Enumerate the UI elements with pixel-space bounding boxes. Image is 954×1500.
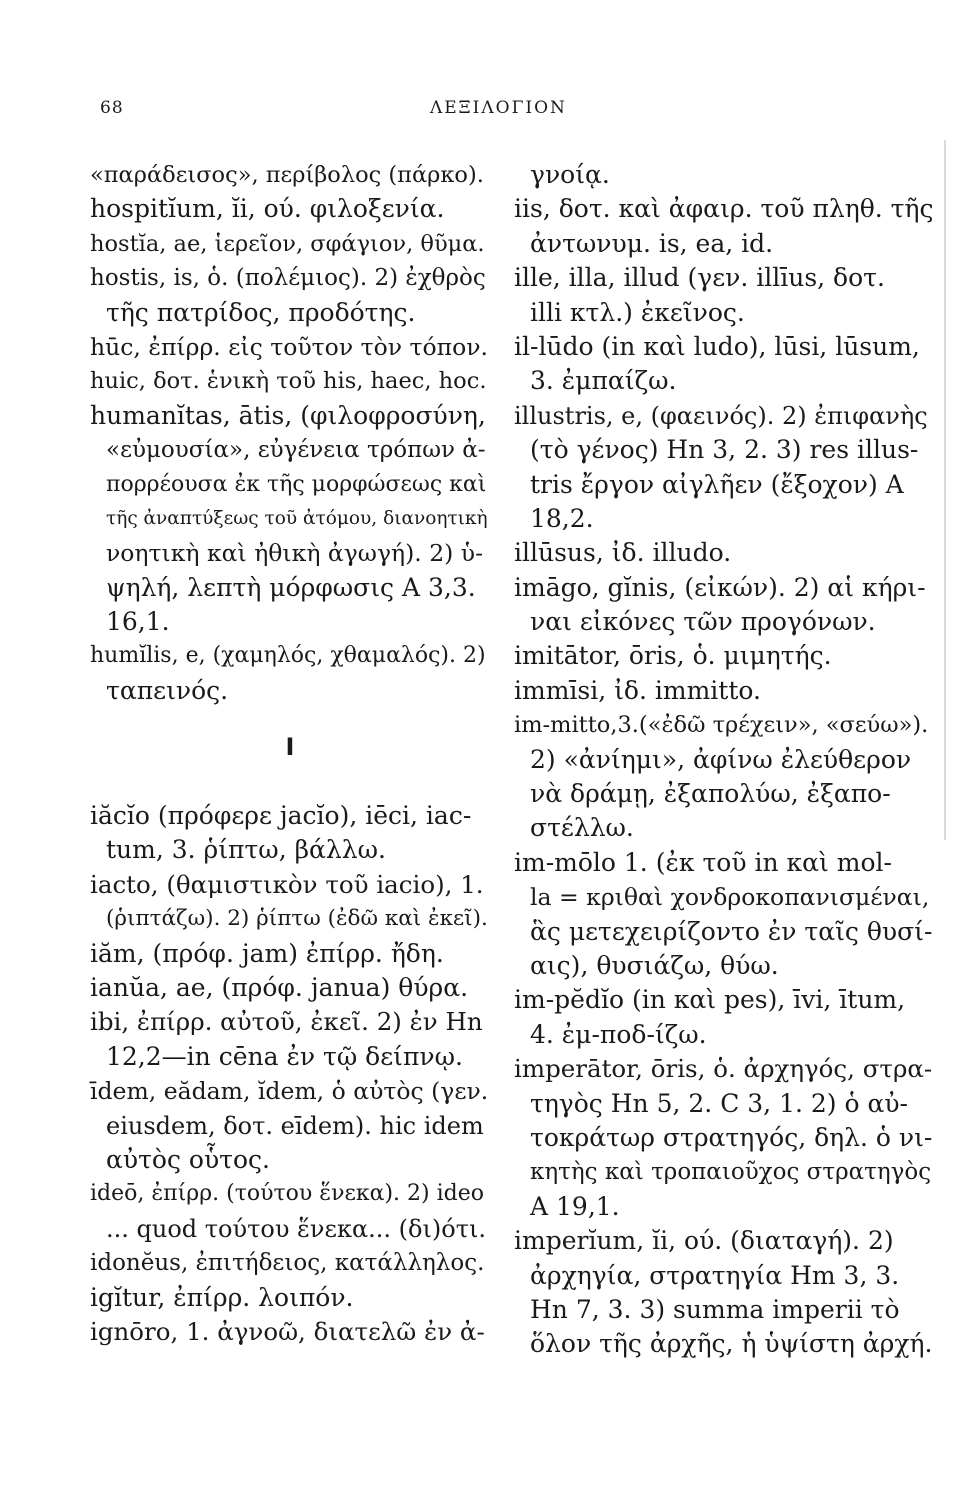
entry-line: iis, δοτ. καὶ ἀφαιρ. τοῦ πληθ. τῆς [514,194,934,224]
entry-line: τοκράτωρ στρατηγός, δηλ. ὁ νι- [530,1122,933,1152]
entry-line: hūc, ἐπίρρ. εἰς τοῦτον τὸν τόπον. [90,332,488,361]
entry-line: iăm, (πρόφ. jam) ἐπίρρ. ἤδη. [90,938,444,968]
entry-line: νοητικὴ καὶ ἠθικὴ ἀγωγή). 2) ὑ- [106,539,484,568]
entry-line: imāgo, gĭnis, (εἰκών). 2) αἱ κήρι- [514,572,926,602]
entry-line: ignōro, 1. ἀγνοῶ, διατελῶ ἐν ἀ- [90,1316,485,1346]
entry-line: imperātor, ōris, ὁ. ἀρχηγός, στρα- [514,1054,933,1084]
left-column [90,158,490,1349]
entry-line: 18,2. [530,503,594,533]
entry-line: huic, δοτ. ἑνικὴ τοῦ his, haec, hoc. [90,368,487,395]
entry-line: illi κτλ.) ἐκεῖνος. [530,297,745,327]
entry-line: αις), θυσιάζω, θύω. [530,950,779,980]
entry-line: immīsi, ἰδ. immitto. [514,675,761,705]
entry-line: humanĭtas, ātis, (φιλοφροσύνη, [90,400,486,430]
entry-line: im-mitto,3.(«ἐδῶ τρέχειν», «σεύω»). [514,712,929,739]
entry-line: ναι εἰκόνες τῶν προγόνων. [530,607,876,637]
entry-line: 3. ἐμπαίζω. [530,366,677,396]
entry-line: Α 19,1. [530,1191,620,1221]
entry-line: 12,2—in cēna ἐν τῷ δείπνῳ. [106,1041,463,1071]
entry-line: humĭlis, e, (χαμηλός, χθαμαλός). 2) [90,643,486,669]
entry-line: il-lūdo (in καὶ ludo), lūsi, lūsum, [514,331,920,361]
entry-line: «παράδεισος», περίβολος (πάρκο). [90,162,484,188]
entry-line: 4. ἐμ-ποδ-ίζω. [530,1019,707,1049]
entry-line: ibi, ἐπίρρ. αὐτοῦ, ἐκεῖ. 2) ἐν Hn [90,1007,483,1037]
entry-line: πορρέουσα ἐκ τῆς μορφώσεως καὶ [106,471,487,497]
entry-line: ἀρχηγία, στρατηγία Hm 3, 3. [530,1260,900,1290]
entry-line: ἀντωνυμ. is, ea, id. [530,228,774,258]
entry-line: igĭtur, ἐπίρρ. λοιπόν. [90,1282,354,1312]
entry-line: hospitĭum, ĭi, ού. φιλοξενία. [90,194,445,224]
entry-line: īdem, eădam, ĭdem, ὁ αὐτὸς (γεν. [90,1077,489,1106]
entry-line: στέλλω. [530,813,634,843]
page-edge-shadow [944,140,946,840]
entry-line: κητὴς καὶ τροπαιοῦχος στρατηγὸς [530,1159,932,1186]
entry-line: ψηλή, λεπτὴ μόρφωσις Α 3,3. [106,572,476,602]
entry-line: hostis, is, ὁ. (πολέμιος). 2) ἐχθρὸς [90,265,486,292]
entry-line: (τὸ γένος) Hn 3, 2. 3) res illus- [530,435,919,465]
entry-line: im-mōlo 1. (ἐκ τοῦ in καὶ mol- [514,847,892,877]
entry-line: iacto, (θαμιστικὸν τοῦ iacio), 1. [90,869,484,899]
entry-line: γνοίᾳ. [530,160,610,189]
entry-line: ὅλον τῆς ἀρχῆς, ἡ ὑψίστη ἀρχή. [530,1329,933,1359]
entry-line: 16,1. [106,607,170,637]
entry-line: ideō, ἐπίρρ. (τούτου ἕνεκα). 2) ideo [90,1181,484,1207]
entry-line: illūsus, ἰδ. illudo. [514,538,732,568]
entry-line: 2) «ἀνίημι», ἀφίνω ἐλεύθερον [530,744,912,774]
entry-line: la = κριθαὶ χονδροκοπανισμέναι, [530,883,930,912]
entry-line: ταπεινός. [106,675,229,705]
entry-line: iăcĭo (πρόφερε jacĭo), iēci, iac- [90,801,472,831]
entry-line: eiusdem, δοτ. eīdem). hic idem [106,1111,484,1140]
entry-line: ille, illa, illud (γεν. illīus, δοτ. [514,263,885,293]
entry-line: hostĭa, ae, ἱερεῖον, σφάγιον, θῦμα. [90,230,485,257]
entry-line: illustris, e, (φαεινός). 2) ἐπιφανὴς [514,401,928,430]
entry-line: idonĕus, ἐπιτήδειος, κατάλληλος. [90,1250,485,1277]
entry-line: ianŭa, ae, (πρόφ. janua) θύρα. [90,973,469,1002]
section-letter: I [285,733,295,762]
entry-line: im-pĕdĭo (in καὶ pes), īvi, ītum, [514,985,906,1015]
entry-line: tum, 3. ῥίπτω, βάλλω. [106,835,386,865]
entry-line: «εὐμουσία», εὐγένεια τρόπων ἀ- [106,437,486,464]
entry-line: imperĭum, ĭi, ού. (διαταγή). 2) [514,1226,894,1256]
entry-line: τηγὸς Hn 5, 2. C 3, 1. 2) ὁ αὐ- [530,1088,909,1118]
entry-line: Hn 7, 3. 3) summa imperii τὸ [530,1294,900,1324]
running-title: ΛΕΞΙΛΟΓΙΟΝ [430,98,567,118]
entry-line: (ῥιπτάζω). 2) ῥίπτω (ἐδῶ καὶ ἐκεῖ). [106,906,488,932]
entry-line: ... quod τούτου ἕνεκα... (δι)ότι. [106,1214,487,1243]
entry-line: τῆς πατρίδος, προδότης. [106,297,416,327]
entry-line: imitātor, ōris, ὁ. μιμητής. [514,641,832,671]
entry-line: τῆς ἀναπτύξεως τοῦ ἀτόμου, διανοητικὴ [106,507,488,529]
right-column [514,158,934,1362]
entry-line: tris ἔργον αἰγλῆεν (ἔξοχον) Α [530,469,904,499]
entry-line: νὰ δράμῃ, ἐξαπολύω, ἐξαπο- [530,779,891,809]
entry-line: αὐτὸς οὗτος. [106,1144,270,1174]
page-number: 68 [100,98,124,118]
entry-line: ἃς μετεχειρίζοντο ἐν ταῖς θυσί- [530,916,933,946]
